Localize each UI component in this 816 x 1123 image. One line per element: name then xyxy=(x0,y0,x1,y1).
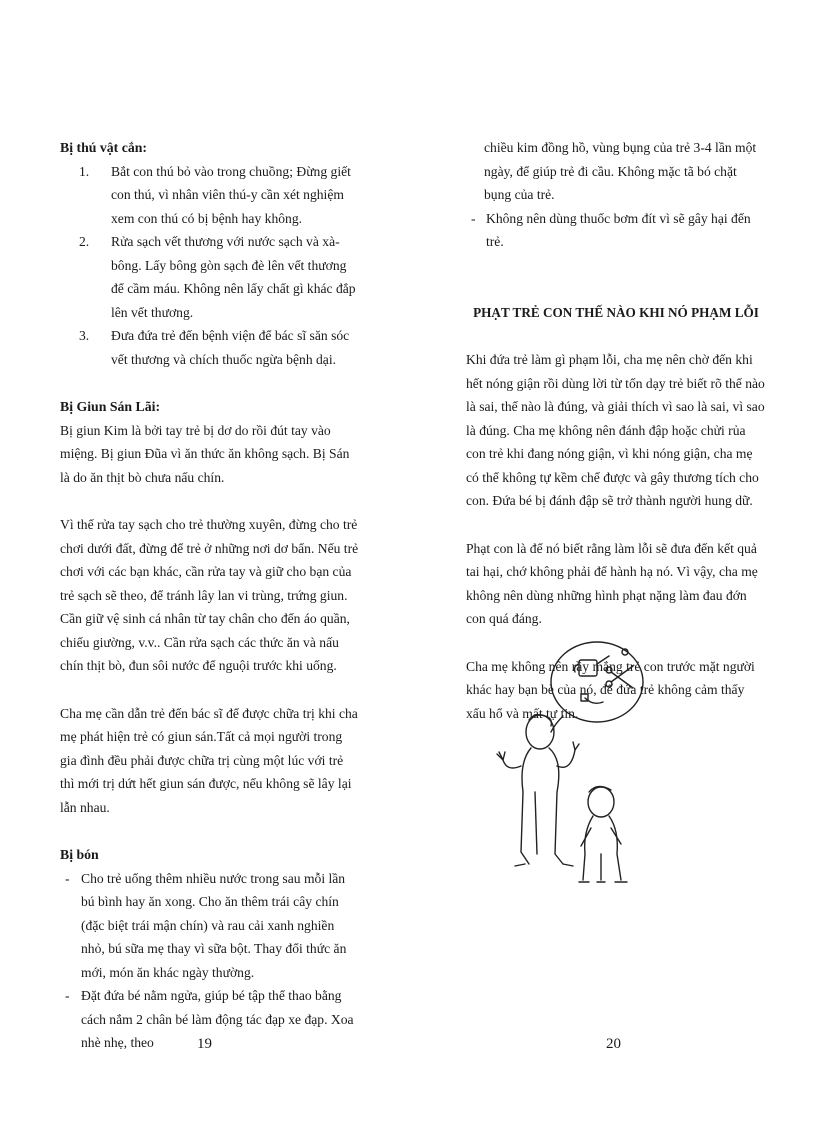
heading-constipation: Bị bón xyxy=(60,847,99,862)
worms-paragraph-1: Bị giun Kim là bởi tay trẻ bị dơ do rồi đút tay vào miệng. Bị giun Đũa vì ăn thức ăn không sạch. Bị Sán là do ăn thịt bò chưa nấu chín. xyxy=(60,422,350,485)
scissors-icon xyxy=(606,666,633,688)
punish-paragraph-3: Cha mẹ không nên rầy mắng trẻ con trước mặt người khác hay bạn bè của nó, để đứa trẻ không cảm thấy xấu hổ và mất tự tin. xyxy=(466,658,755,721)
enema-list xyxy=(466,207,766,254)
list-text: Cho trẻ uống thêm nhiều nước trong sau mỗi lần bú bình hay ăn xong. Cho ăn thêm trái cây chín (đặc biệt trái mận chín) và rau cải xanh nghiền nhỏ, bú sữa mẹ thay vì sữa bột. Thay đổi thức ăn mới, món ăn khác ngày thường. xyxy=(81,870,347,980)
heading-worms: Bị Giun Sán Lãi: xyxy=(60,399,161,414)
dash-marker: - xyxy=(65,870,70,886)
dash-marker: - xyxy=(471,210,476,226)
parent-scolding-child-illustration xyxy=(485,632,645,890)
thought-bubble xyxy=(551,642,643,722)
list-text: Bắt con thú bỏ vào trong chuồng; Đừng giết con thú, vì nhân viên thú-y cần xét nghiệm xem con thú có bị bệnh hay không. xyxy=(111,163,351,226)
page-number-left: 19 xyxy=(197,1036,212,1052)
watering-can-icon xyxy=(575,656,610,676)
list-item xyxy=(60,867,360,985)
section-title: PHẠT TRẺ CON THẾ NÀO KHI NÓ PHẠM LỖI xyxy=(473,304,759,320)
heading-animal-bite: Bị thú vật cắn: xyxy=(60,140,148,155)
continuation-text: chiều kim đồng hồ, vùng bụng của trẻ 3-4 lần một ngày, để giúp trẻ đi cầu. Không mặc tã bó chặt bụng của trẻ. xyxy=(484,140,757,202)
list-number: 2. xyxy=(79,234,90,249)
plug-icon xyxy=(581,694,603,703)
animal-bite-list xyxy=(60,160,360,372)
list-text: Đưa đứa trẻ đến bệnh viện để bác sĩ săn sóc vết thương và chích thuốc ngừa bệnh dại. xyxy=(111,328,350,367)
list-item xyxy=(60,230,360,324)
punish-paragraph-1: Khi đứa trẻ làm gì phạm lỗi, cha mẹ nên chờ đến khi hết nóng giận rồi dùng lời từ tốn dạy trẻ biết rõ thế nào là sai, thế nào là đúng, và giải thích vì sao là sai, vì sao là đúng. Cha mẹ không nên đánh đập hoặc chửi rủa con trẻ khi đang nóng giận, vì khi nóng giận, cha mẹ có thể không tự kềm chế được và gây thương tích cho con. Đứa bé bị đánh đập sẽ trở thành người hung dữ. xyxy=(466,352,765,508)
list-text: Không nên dùng thuốc bơm đít vì sẽ gây hại đến trẻ. xyxy=(486,210,751,249)
punish-paragraph-2: Phạt con là để nó biết rằng làm lỗi sẽ đưa đến kết quả tai hại, chớ không phải để hành hạ nó. Vì vậy, cha mẹ không nên dùng những hình phạt nặng làm đau đớn con quá đáng. xyxy=(466,540,758,626)
list-number: 1. xyxy=(79,163,90,179)
list-text: Rửa sạch vết thương với nước sạch và xà-bông. Lấy bông gòn sạch đè lên vết thương để cầm máu. Không nên lấy chất gì khác đắp lên vết thương. xyxy=(111,234,356,320)
worms-paragraph-3: Cha mẹ cần dẫn trẻ đến bác sĩ để được chữa trị khi cha mẹ phát hiện trẻ có giun sán.Tất cả mọi người trong gia đình đều phải được chữa trị cùng một lúc với trẻ thì mới trị dứt hết giun sán được, nếu không sẽ lây lại lẫn nhau. xyxy=(60,705,358,815)
worms-paragraph-2: Vì thế rửa tay sạch cho trẻ thường xuyên, đừng cho trẻ chơi dưới đất, đừng để trẻ ở những nơi dơ bẩn. Nếu trẻ chơi với các bạn khác, cần rửa tay và giữ cho bạn của trẻ sạch sẽ theo, để tránh lây lan vi trùng, trứng giun. Cần giữ vệ sinh cá nhân từ tay chân cho đến áo quần, chiếu giường, v.v.. Cần rửa sạch các thức ăn và nấu chín thịt bò, đun sôi nước để nguội trước khi uống. xyxy=(60,517,359,673)
child-figure xyxy=(579,786,627,882)
adult-figure xyxy=(497,715,579,866)
list-item xyxy=(466,207,766,254)
constipation-list xyxy=(60,867,360,1055)
dash-marker: - xyxy=(65,988,70,1003)
list-item xyxy=(60,324,360,371)
list-item xyxy=(60,160,360,231)
page-number-right: 20 xyxy=(606,1036,621,1052)
list-text: Đặt đứa bé nằm ngửa, giúp bé tập thể thao bằng cách nắm 2 chân bé làm động tác đạp xe đạp. Xoa nhè nhẹ, theo xyxy=(81,988,354,1050)
left-page-column xyxy=(60,136,360,1055)
list-number: 3. xyxy=(79,328,90,343)
